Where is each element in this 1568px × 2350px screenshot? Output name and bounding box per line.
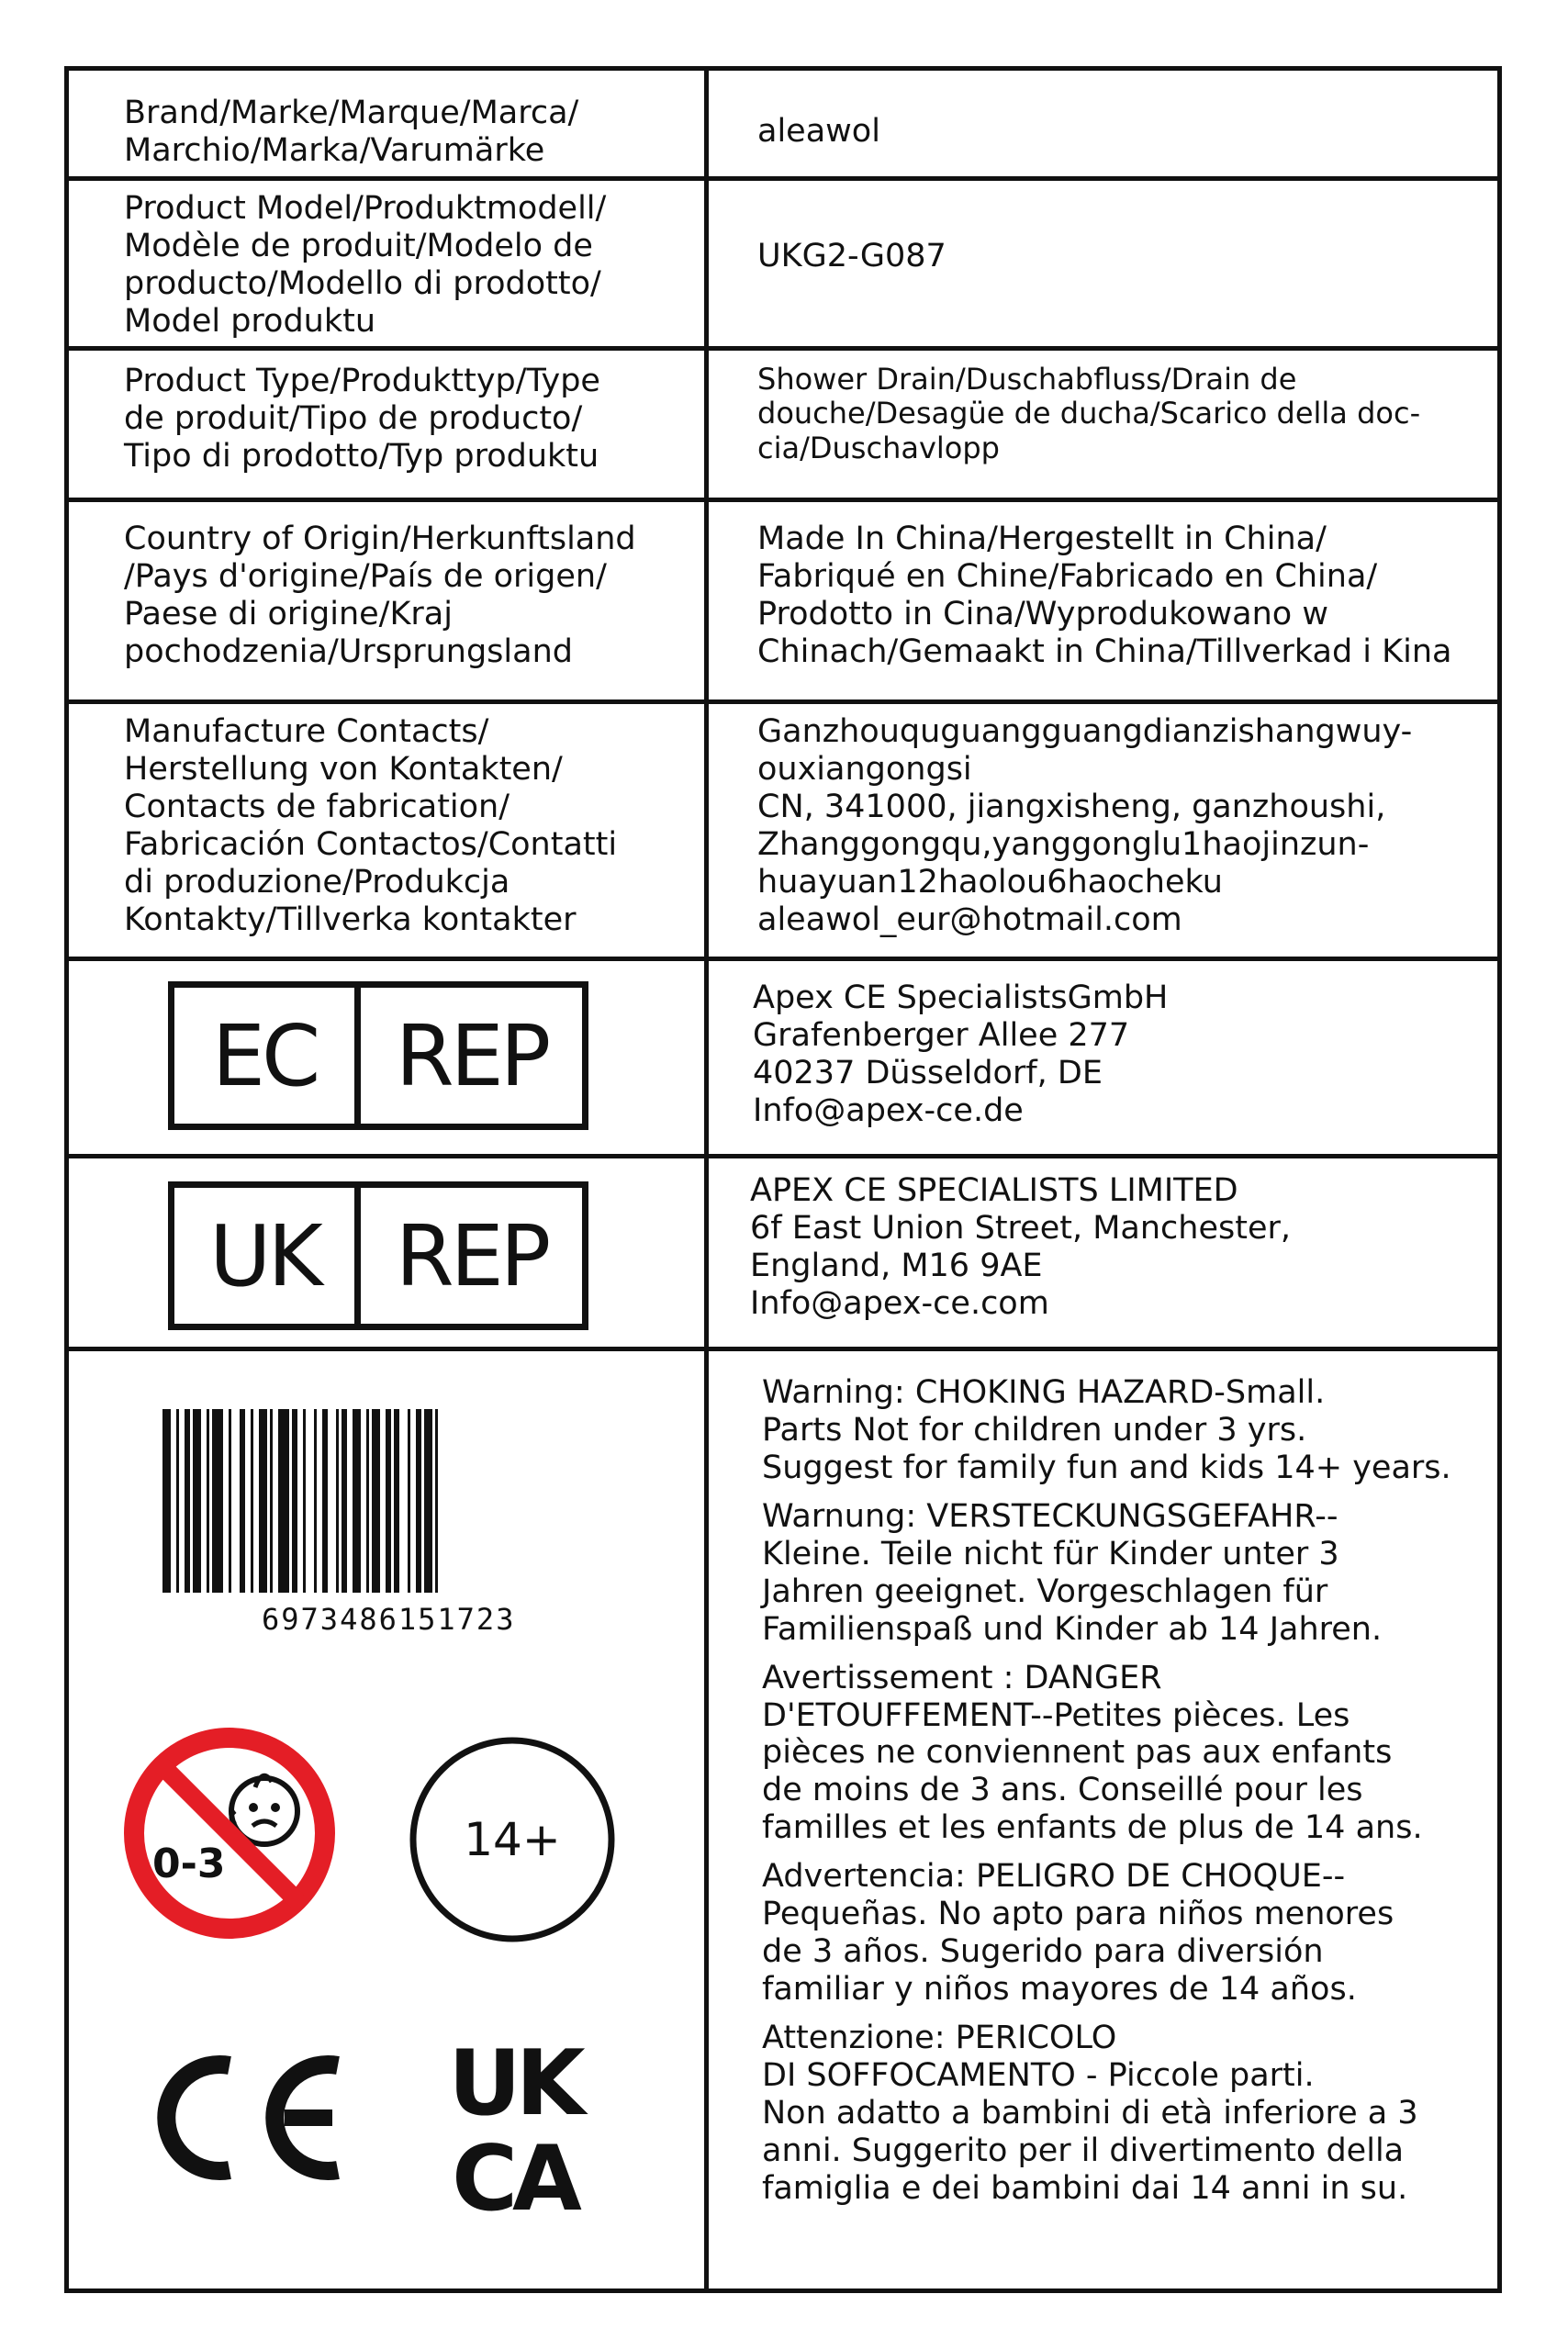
origin-label: Country of Origin/Herkunftsland /Pays d'origine/País de origen/ Paese di origine/Kraj pochodzenia/Ursprungsland	[124, 520, 636, 670]
warning-de: Warnung: VERSTECKUNGSGEFAHR-- Kleine. Teile nicht für Kinder unter 3 Jahren geeignet. Vorgeschlagen für Familienspaß und Kinder ab 14 Jahren.	[762, 1497, 1383, 1648]
warning-it: Attenzione: PERICOLO DI SOFFOCAMENTO - Piccole parti. Non adatto a bambini di età inferiore a 3 anni. Suggerito per il divertimento della famiglia e dei bambini dai 14 anni in su.	[762, 2020, 1418, 2207]
barcode-bar	[342, 1409, 347, 1593]
ce-mark-icon	[138, 2049, 358, 2187]
barcode-image	[161, 1409, 610, 1598]
row-divider	[69, 699, 1497, 704]
warning-en: Warning: CHOKING HAZARD-Small. Parts Not for children under 3 yrs. Suggest for family fun and kids 14+ years.	[762, 1374, 1451, 1486]
row-divider	[69, 1154, 1497, 1158]
barcode-bar	[435, 1409, 438, 1593]
barcode-bar	[314, 1409, 317, 1593]
uk-rep-symbol	[168, 1181, 588, 1330]
row-divider	[69, 498, 1497, 502]
barcode-bar	[336, 1409, 339, 1593]
ec-rep-left: EC	[211, 1006, 318, 1105]
barcode-bar	[185, 1409, 190, 1593]
barcode-bar	[353, 1409, 361, 1593]
barcode-bar	[259, 1409, 267, 1593]
warning-fr: Avertissement : DANGER D'ETOUFFEMENT--Petites pièces. Les pièces ne conviennent pas aux enfants de moins de 3 ans. Conseillé pour les familles et les enfants de plus de 14 ans.	[762, 1659, 1423, 1847]
barcode-bar	[372, 1409, 380, 1593]
manufacturer-label: Manufacture Contacts/ Herstellung von Kontakten/ Contacts de fabrication/ Fabricación Contactos/Contatti di produzione/Produkcja Kontakty/Tillverka kontakter	[124, 713, 618, 938]
type-value: Shower Drain/Duschabfluss/Drain de douche/Desagüe de ducha/Scarico della doc- cia/Duschavlopp	[757, 362, 1421, 465]
barcode-bar	[278, 1409, 289, 1593]
ec-rep-symbol	[168, 981, 588, 1130]
uk-rep-right: REP	[395, 1206, 548, 1305]
warning-text-block	[762, 1374, 1487, 2219]
barcode-bar	[366, 1409, 369, 1593]
type-label: Product Type/Produkttyp/Type de produit/Tipo de producto/ Tipo di prodotto/Typ produktu	[124, 363, 600, 475]
barcode-bar	[292, 1409, 297, 1593]
barcode-bar	[212, 1409, 223, 1593]
label-table	[64, 66, 1502, 2293]
row-divider	[69, 176, 1497, 181]
no-under-3-icon	[119, 1723, 340, 1943]
barcode-bar	[229, 1409, 231, 1593]
barcode-bar	[270, 1409, 273, 1593]
barcode-bar	[176, 1409, 179, 1593]
model-value: UKG2-G087	[757, 238, 946, 274]
column-divider	[704, 71, 709, 2288]
barcode-bar	[394, 1409, 399, 1593]
barcode-number: 6973486151723	[262, 1602, 516, 1637]
brand-label: Brand/Marke/Marque/Marca/ Marchio/Marka/Varumärke	[124, 95, 579, 169]
barcode-bar	[416, 1409, 421, 1593]
manufacturer-value: Ganzhouquguangguangdianzishangwuy- ouxiangongsi CN, 341000, jiangxisheng, ganzhoushi, Zhanggongqu,yanggonglu1haojinzun- huayuan12haolou6haocheku aleawol_eur@hotmail.com	[757, 713, 1413, 938]
barcode-bar	[424, 1409, 432, 1593]
uk-rep-divider	[354, 1188, 361, 1324]
barcode-bar	[386, 1409, 391, 1593]
age-14-plus-icon	[407, 1734, 618, 1945]
barcode-bar	[322, 1409, 328, 1593]
barcode-bar	[193, 1409, 201, 1593]
ukca-line2: CA	[452, 2127, 577, 2219]
row-divider	[69, 346, 1497, 351]
row-divider	[69, 957, 1497, 961]
barcode-bar	[207, 1409, 209, 1593]
barcode-bar	[303, 1409, 306, 1593]
barcode-bar	[251, 1409, 253, 1593]
uk-rep-address: APEX CE SPECIALISTS LIMITED 6f East Union Street, Manchester, England, M16 9AE Info@apex-ce.com	[750, 1172, 1292, 1322]
ec-rep-divider	[354, 988, 361, 1124]
origin-value: Made In China/Hergestellt in China/ Fabriqué en Chine/Fabricado en China/ Prodotto in Cina/Wyprodukowano w Chinach/Gemaakt in China/Tillverkad i Kina	[757, 520, 1452, 670]
ukca-line1: UK	[448, 2035, 580, 2136]
ec-rep-address: Apex CE SpecialistsGmbH Grafenberger Allee 277 40237 Düsseldorf, DE Info@apex-ce.de	[753, 979, 1169, 1129]
ukca-mark-icon	[422, 2035, 606, 2219]
age-14-plus-text: 14+	[464, 1813, 561, 1866]
barcode-bar	[162, 1409, 171, 1593]
ec-rep-right: REP	[395, 1006, 548, 1105]
row-divider	[69, 1347, 1497, 1351]
brand-value: aleawol	[757, 113, 880, 150]
barcode-bar	[240, 1409, 245, 1593]
age-warning-text: 0-3	[152, 1841, 226, 1887]
warning-es: Advertencia: PELIGRO DE CHOQUE-- Pequeñas. No apto para niños menores de 3 años. Sugerido para diversión familiar y niños mayores de 14 años.	[762, 1858, 1394, 2009]
barcode-bar	[408, 1409, 410, 1593]
uk-rep-left: UK	[209, 1206, 319, 1305]
model-label: Product Model/Produktmodell/ Modèle de produit/Modelo de producto/Modello di prodotto/ Model produktu	[124, 190, 607, 340]
